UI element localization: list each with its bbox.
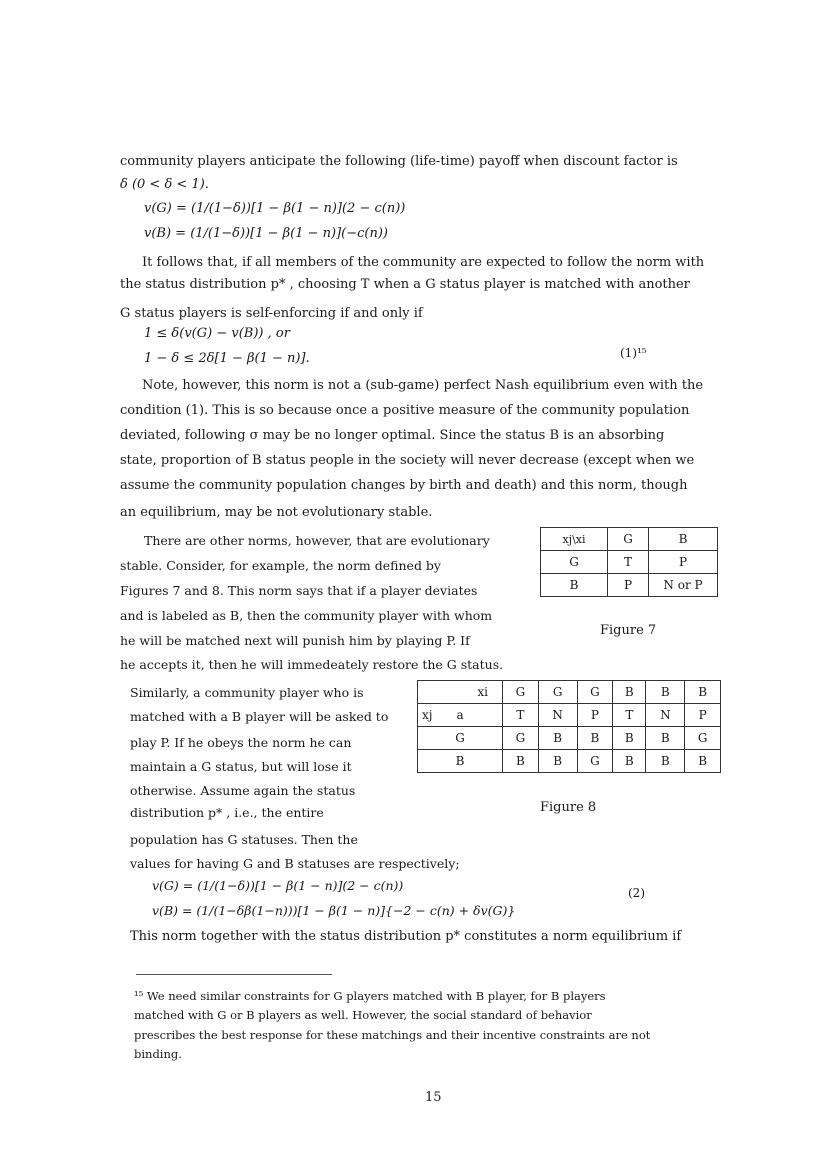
footnote-line: binding. [134,1047,182,1061]
body-line: deviated, following σ may be no longer optimal. Since the status B is an absorbing [120,428,665,443]
footnote-line: prescribes the best response for these matchings and their incentive constraints are not [134,1028,651,1042]
body-line: This norm together with the status distribution p* constitutes a norm equilibrium if [130,929,682,944]
body-line: values for having G and B statuses are respectively; [130,856,460,871]
footnote-rule [136,974,332,975]
equation-condition-1: 1 − δ ≤ 2δ[1 − β(1 − n)]. [144,351,310,366]
body-line: Note, however, this norm is not a (sub-game) perfect Nash equilibrium even with the [142,378,704,393]
matrix-cell: B [646,727,685,750]
body-line: he accepts it, then he will immedeately restore the G status. [120,657,504,672]
body-line: distribution p* , i.e., the entire [130,805,324,820]
matrix-cell: B [613,727,646,750]
matrix-row-header: G [418,727,503,750]
matrix-col-header: G [577,681,613,704]
matrix-row-header: B [541,574,608,597]
matrix-col-header: B [685,681,721,704]
equation-number: (1)¹⁵ [620,346,647,360]
matrix-col-header: B [646,681,685,704]
matrix-action: T [503,704,539,727]
footnote-line: ¹⁵ We need similar constraints for G players matched with B player, for B players [134,989,606,1003]
body-line: G status players is self-enforcing if and only if [120,306,423,321]
body-line: It follows that, if all members of the community are expected to follow the norm with [142,255,705,270]
matrix-col-header: G [608,528,649,551]
matrix-action: P [577,704,613,727]
matrix-col-header: B [613,681,646,704]
body-line: the status distribution p* , choosing T when a G status player is matched with another [120,277,690,292]
matrix-row-header: G [541,551,608,574]
matrix-cell: N or P [649,574,718,597]
figure-7-caption: Figure 7 [600,623,657,638]
figure-8-matrix [417,680,721,773]
body-line: population has G statuses. Then the [130,832,358,847]
matrix-cell: P [649,551,718,574]
matrix-col-header: G [538,681,577,704]
figure-7-matrix [540,527,718,597]
matrix-cell: B [538,727,577,750]
equation-vb-2: v(B) = (1/(1−δβ(1−n)))[1 − β(1 − n)]{−2 − c(n) + δv(G)} [152,903,516,918]
body-line: δ (0 < δ < 1). [120,177,209,192]
matrix-cell: B [538,750,577,773]
matrix-cell: G [685,727,721,750]
matrix-action: P [685,704,721,727]
matrix-corner-top: xi [418,681,503,704]
matrix-cell: B [503,750,539,773]
corner-a: a [456,708,464,722]
matrix-cell: B [646,750,685,773]
matrix-action: N [646,704,685,727]
body-line: Similarly, a community player who is [130,685,364,700]
body-line: an equilibrium, may be not evolutionary stable. [120,505,433,520]
body-line: condition (1). This is so because once a positive measure of the community population [120,403,690,418]
equation-vg: v(G) = (1/(1−δ))[1 − β(1 − n)](2 − c(n)) [144,201,406,216]
matrix-cell: B [613,750,646,773]
matrix-col-header: G [503,681,539,704]
body-line: state, proportion of B status people in the society will never decrease (except when we [120,453,695,468]
page-number: 15 [425,1090,442,1105]
matrix-cell: P [608,574,649,597]
matrix-corner-bottom [418,704,503,727]
body-line: otherwise. Assume again the status [130,783,356,798]
body-line: play P. If he obeys the norm he can [130,735,352,750]
figure-8-caption: Figure 8 [540,800,597,815]
matrix-corner: xj\xi [541,528,608,551]
body-line: maintain a G status, but will lose it [130,759,352,774]
matrix-cell: T [608,551,649,574]
matrix-cell: B [685,750,721,773]
equation-vb: v(B) = (1/(1−δ))[1 − β(1 − n)](−c(n)) [144,226,388,241]
body-line: he will be matched next will punish him by playing P. If [120,633,470,648]
matrix-cell: G [577,750,613,773]
matrix-col-header: B [649,528,718,551]
body-line: Figures 7 and 8. This norm says that if a player deviates [120,583,478,598]
body-line: There are other norms, however, that are evolutionary [144,533,490,548]
equation-vg-2: v(G) = (1/(1−δ))[1 − β(1 − n)](2 − c(n)) [152,878,404,893]
matrix-action: T [613,704,646,727]
matrix-cell: B [577,727,613,750]
body-line: community players anticipate the following (life-time) payoff when discount factor is [120,154,678,169]
corner-xj: xj [422,708,433,722]
body-line: matched with a B player will be asked to [130,709,389,724]
footnote-line: matched with G or B players as well. However, the social standard of behavior [134,1008,592,1022]
equation-condition: 1 ≤ δ(v(G) − v(B)) , or [144,326,290,341]
matrix-row-header: B [418,750,503,773]
body-line: assume the community population changes by birth and death) and this norm, though [120,478,688,493]
matrix-action: N [538,704,577,727]
equation-number: (2) [628,886,645,900]
body-line: stable. Consider, for example, the norm defined by [120,558,441,573]
body-line: and is labeled as B, then the community player with whom [120,608,493,623]
matrix-cell: G [503,727,539,750]
